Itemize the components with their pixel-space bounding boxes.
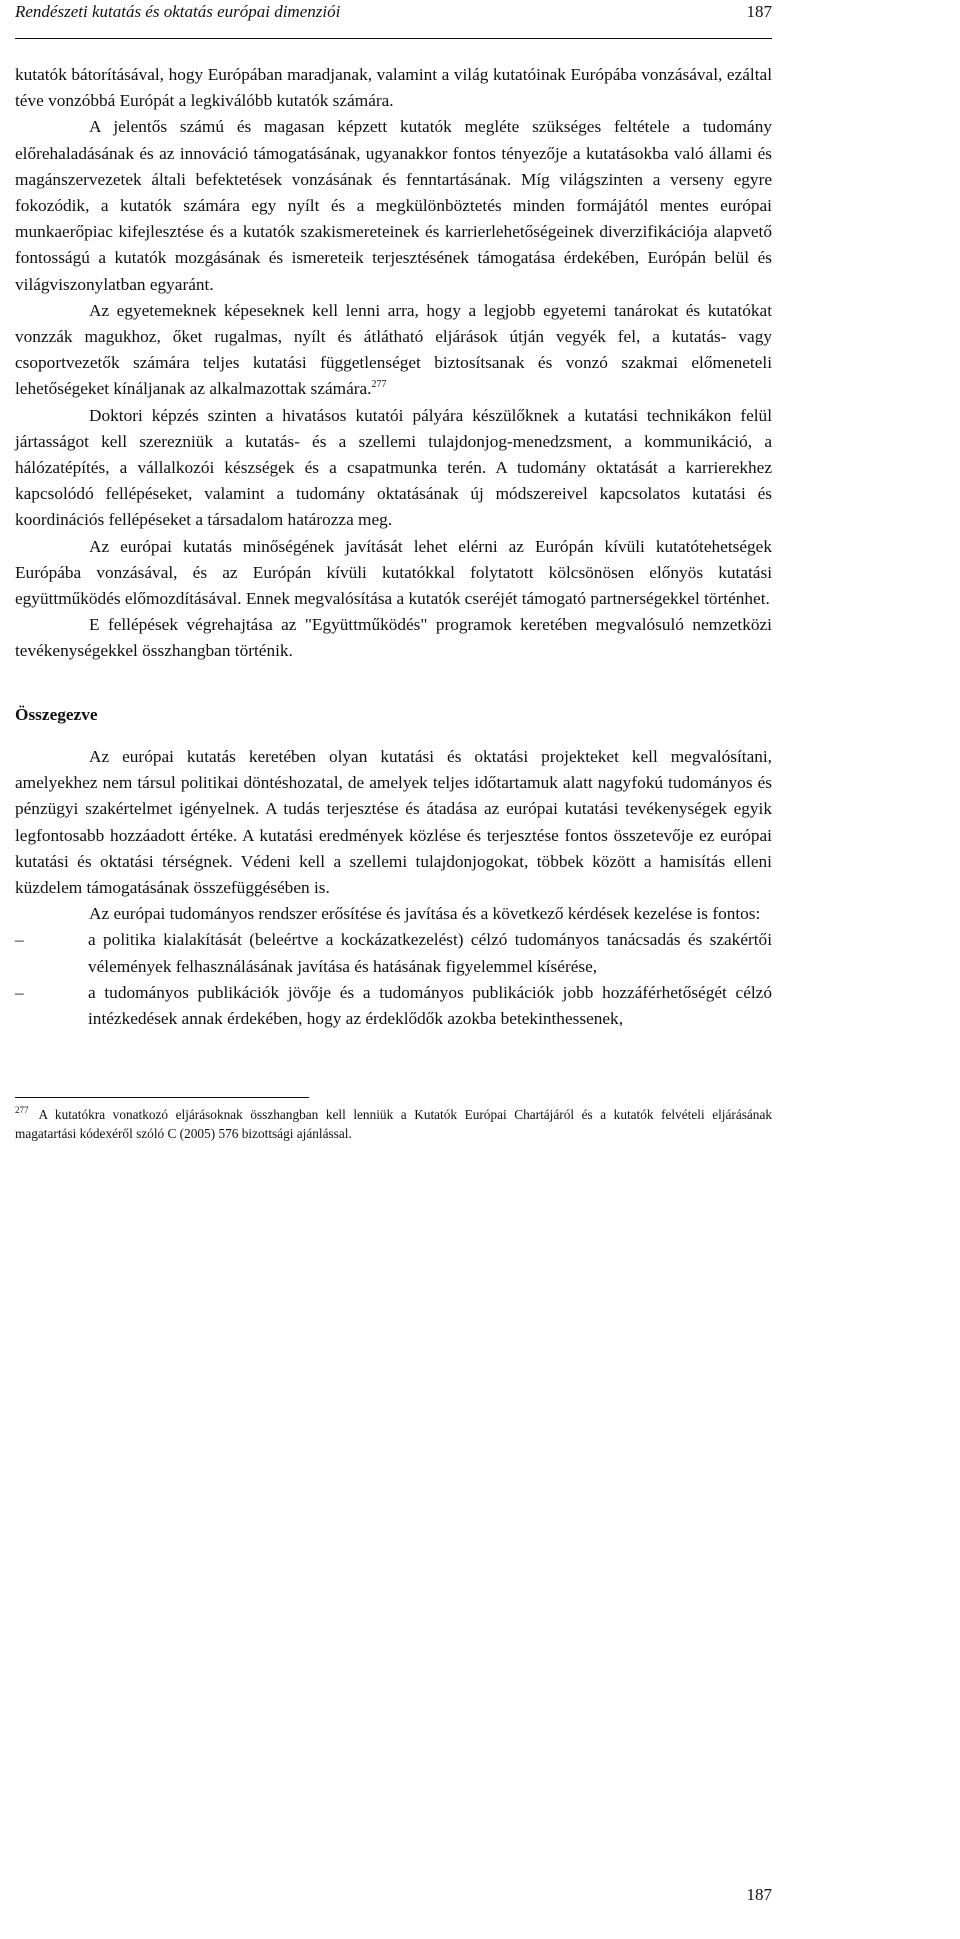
footnote — [15, 1105, 772, 1143]
footnote-number: 277 — [15, 1105, 29, 1115]
running-header — [15, 0, 772, 39]
list-item-text: a politika kialakítását (beleértve a kockázatkezelést) célzó tudományos tanácsadás és szakértői vélemények felhasználásának javítása és hatásának figyelemmel kísérése, — [88, 930, 772, 976]
main-text — [15, 62, 772, 665]
list-item — [15, 980, 772, 1032]
footer-page-number: 187 — [746, 1885, 772, 1904]
dash-bullet: – — [15, 930, 24, 950]
dash-bullet: – — [15, 982, 24, 1002]
header-page-number: 187 — [746, 2, 772, 21]
footnote-separator — [15, 1097, 309, 1098]
footnote-reference: 277 — [371, 379, 387, 391]
paragraph: kutatók bátorításával, hogy Európában maradjanak, valamint a világ kutatóinak Európába vonzásával, ezáltal téve vonzóbbá Európát a legkiválóbb kutatók számára. — [15, 65, 772, 111]
paragraph: Az európai kutatás keretében olyan kutatási és oktatási projekteket kell megvalósítani, amelyekhez nem társul politikai döntéshozatal, de amelyek teljes időtartamuk alatt nagyfokú tudományos és pénzügyi szakértelmet igényelnek. A tudás terjesztése és átadása az európai kutatási tevékenységek egyik legfontosabb hozzáadott értéke. A kutatási eredmények közlése és terjesztése fontos összetevője ez európai kutatási és oktatási térségnek. Védeni kell a szellemi tulajdonjogokat, többek között a hamisítás elleni küzdelem támogatásának összefüggésében is. — [15, 747, 772, 898]
paragraph: Doktori képzés szinten a hivatásos kutatói pályára készülőknek a kutatási technikákon felül jártasságot kell szerezniük a kutatás- és a szellemi tulajdonjog-menedzsment, a kommunikáció, a hálózatépítés, a vállalkozói készségek és a csapatmunka terén. A tudomány oktatását a karrierekhez kapcsolódó fellépéseket, valamint a tudomány oktatásának új módszereivel kapcsolatos kutatási és koordinációs fellépéseket a társadalom határozza meg. — [15, 405, 772, 530]
paragraph: Az európai kutatás minőségének javítását lehet elérni az Európán kívüli kutatótehetségek Európába vonzásával, és az Európán kívüli kutatókkal folytatott kölcsönösen előnyös kutatási együttműködés előmozdításával. Ennek megvalósítása a kutatók cseréjét támogató partnerségekkel történhet. — [15, 536, 772, 609]
section-heading: Összegezve — [15, 705, 98, 724]
summary-text — [15, 744, 772, 1032]
paragraph-text: Az egyetemeknek képeseknek kell lenni arra, hogy a legjobb egyetemi tanárokat és kutatókat vonzzák magukhoz, őket rugalmas, nyílt és átlátható eljárások útján vegyék fel, a kutatás- vagy csoportvezetők számára teljes kutatási függetlenséget biztosítsanak és vonzó szakmai előmeneteli lehetőségeket kínáljanak az alkalmazottak számára. — [15, 300, 772, 399]
paragraph: Az európai tudományos rendszer erősítése és javítása és a következő kérdések kezelése is fontos: — [89, 904, 761, 924]
list-item — [15, 927, 772, 979]
running-header-title: Rendészeti kutatás és oktatás európai dimenziói — [15, 2, 341, 21]
paragraph-with-footnote — [15, 298, 772, 403]
paragraph: A jelentős számú és magasan képzett kutatók megléte szükséges feltétele a tudomány előrehaladásának és az innováció támogatásának, ugyanakkor fontos tényezője a kutatásokba való állami és magánszervezetek általi befektetések vonzásának és fenntartásának. Míg világszinten a verseny egyre fokozódik, a kutatók számára egy nyílt és a megkülönböztetés minden formájától mentes európai munkaerőpiac kifejlesztése és a kutatók szakismereteinek és karrierlehetőségeinek diverzifikációja alapvető fontosságú a kutatók mozgásának és ismereteik terjesztésének támogatása érdekében, Európán belül és világviszonylatban egyaránt. — [15, 117, 772, 294]
footnote-text: A kutatókra vonatkozó eljárásoknak összhangban kell lenniük a Kutatók Európai Chartájáról és a kutatók felvételi eljárásának magatartási kódexéről szóló C (2005) 576 bizottsági ajánlással. — [15, 1107, 772, 1141]
paragraph: E fellépések végrehajtása az "Együttműködés" programok keretében megvalósuló nemzetközi tevékenységekkel összhangban történik. — [15, 615, 772, 661]
list-item-text: a tudományos publikációk jövője és a tudományos publikációk jobb hozzáférhetőségét célzó intézkedések annak érdekében, hogy az érdeklődők azokba betekinthessenek, — [88, 982, 772, 1029]
